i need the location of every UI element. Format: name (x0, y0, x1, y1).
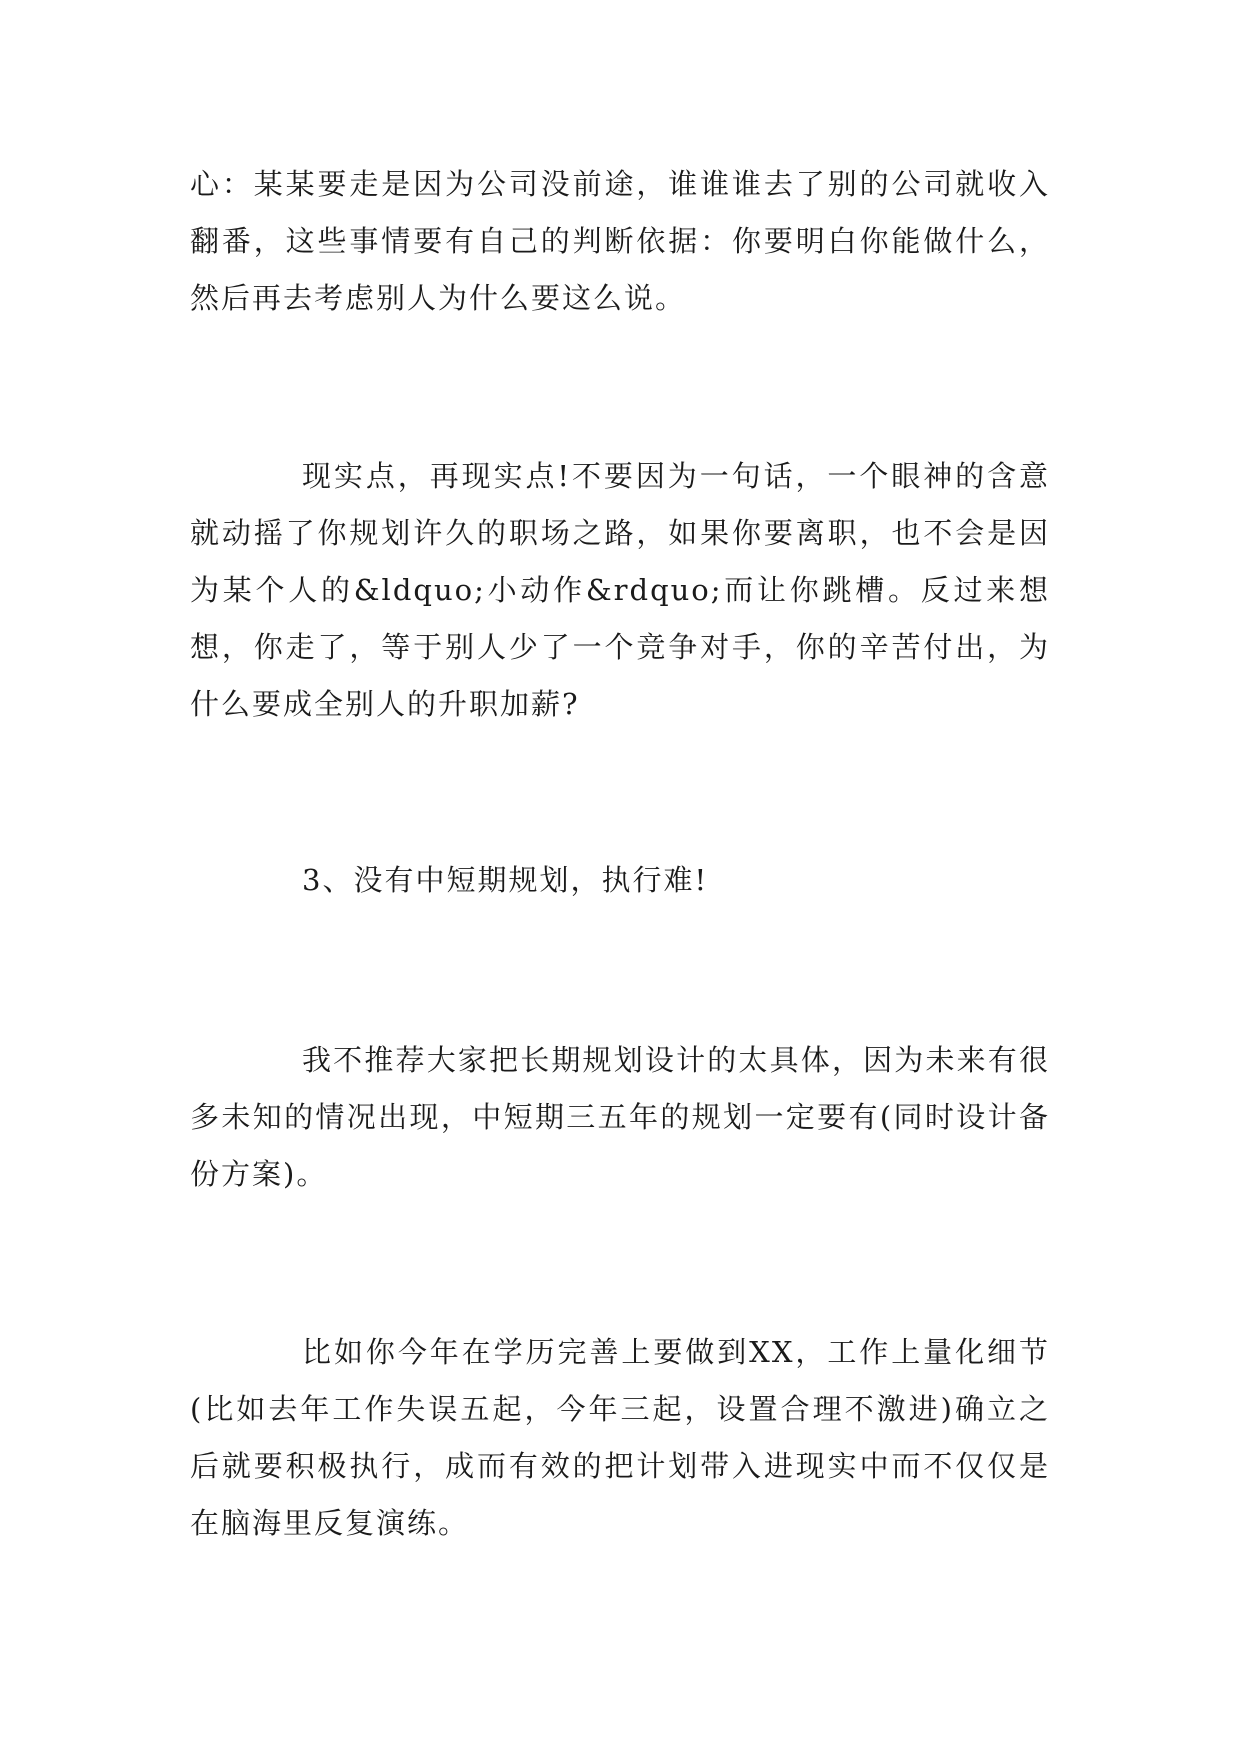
section-heading-3: 3、没有中短期规划，执行难! (302, 863, 709, 897)
paragraph-planning: 我不推荐大家把长期规划设计的太具体，因为未来有很多未知的情况出现，中短期三五年的规划一定要有(同时设计备份方案)。 (190, 1043, 1050, 1191)
paragraph-be-realistic: 现实点，再现实点!不要因为一句话，一个眼神的含意就动摇了你规划许久的职场之路，如果你要离职，也不会是因为某个人的&ldquo;小动作&rdquo;而让你跳槽。反过来想想，你走了，等于别人少了一个竞争对手，你的辛苦付出，为什么要成全别人的升职加薪? (190, 459, 1050, 721)
paragraph-example: 比如你今年在学历完善上要做到XX，工作上量化细节(比如去年工作失误五起，今年三起，设置合理不激进)确立之后就要积极执行，成而有效的把计划带入进现实中而不仅仅是在脑海里反复演练。 (190, 1335, 1050, 1540)
paragraph-continuation: 心：某某要走是因为公司没前途，谁谁谁去了别的公司就收入翻番，这些事情要有自己的判断依据：你要明白你能做什么，然后再去考虑别人为什么要这么说。 (190, 167, 1050, 315)
